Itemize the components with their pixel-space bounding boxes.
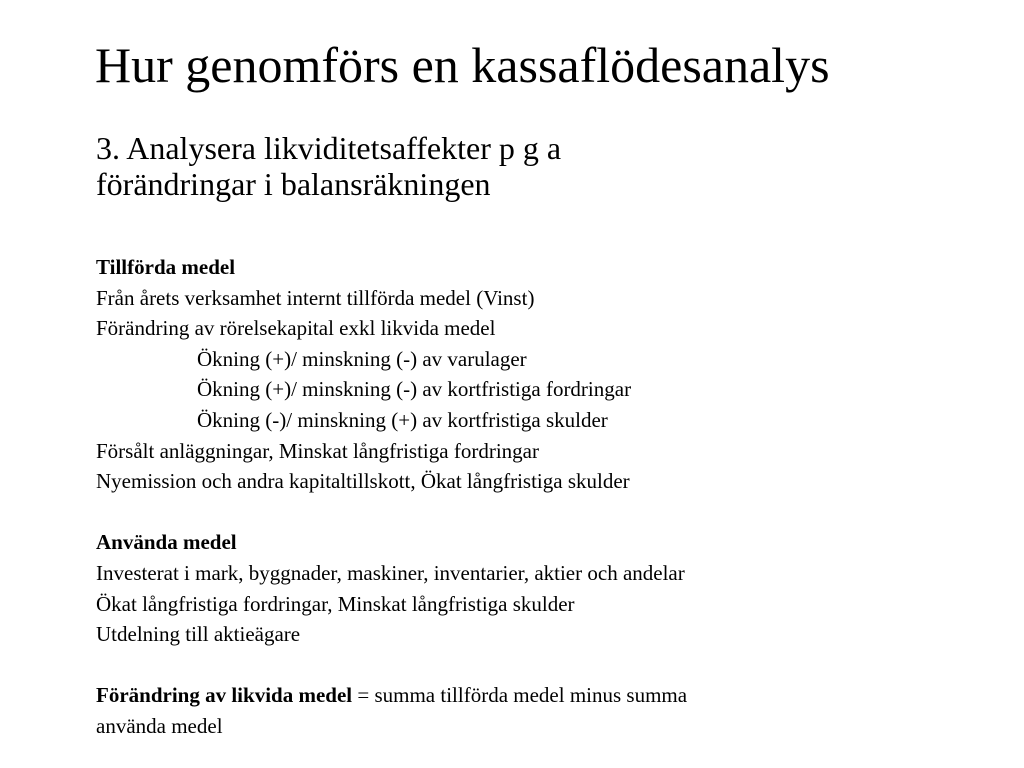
subtitle-line-1: 3. Analysera likviditetsaffekter p g a <box>96 130 562 166</box>
list-item: Förändring av rörelsekapital exkl likvida medel <box>96 316 496 341</box>
sub-list-item: Ökning (+)/ minskning (-) av varulager <box>197 346 527 371</box>
list-item: Ökat långfristiga fordringar, Minskat långfristiga skulder <box>96 591 575 616</box>
list-item: Nyemission och andra kapitaltillskott, Ökat långfristiga skulder <box>96 469 630 494</box>
slide-subtitle <box>96 130 561 202</box>
slide-title: Hur genomförs en kassaflödesanalys <box>95 37 830 93</box>
section-forandring-likvida-medel <box>96 680 687 741</box>
section-heading-anvanda: Använda medel <box>96 530 237 555</box>
section-spacer <box>96 650 687 681</box>
slide-body <box>96 252 687 742</box>
forandring-line-2: använda medel <box>96 713 223 738</box>
section-tillforda-medel <box>96 252 687 497</box>
section-anvanda-medel <box>96 527 687 649</box>
forandring-label: Förändring av likvida medel <box>96 683 353 708</box>
sub-list-item: Ökning (-)/ minskning (+) av kortfristiga skulder <box>197 407 608 432</box>
forandring-text: = summa tillförda medel minus summa <box>352 683 688 708</box>
subtitle-line-2: förändringar i balansräkningen <box>96 166 491 202</box>
list-item: Från årets verksamhet internt tillförda medel (Vinst) <box>96 285 535 310</box>
list-item: Utdelning till aktieägare <box>96 622 301 647</box>
list-item: Försålt anläggningar, Minskat långfristiga fordringar <box>96 438 539 463</box>
sub-list-item: Ökning (+)/ minskning (-) av kortfristiga fordringar <box>197 377 632 402</box>
forandring-line-1 <box>96 680 687 711</box>
list-item: Investerat i mark, byggnader, maskiner, inventarier, aktier och andelar <box>96 560 685 585</box>
section-spacer <box>96 497 687 528</box>
section-heading-tillforda: Tillförda medel <box>96 255 236 279</box>
